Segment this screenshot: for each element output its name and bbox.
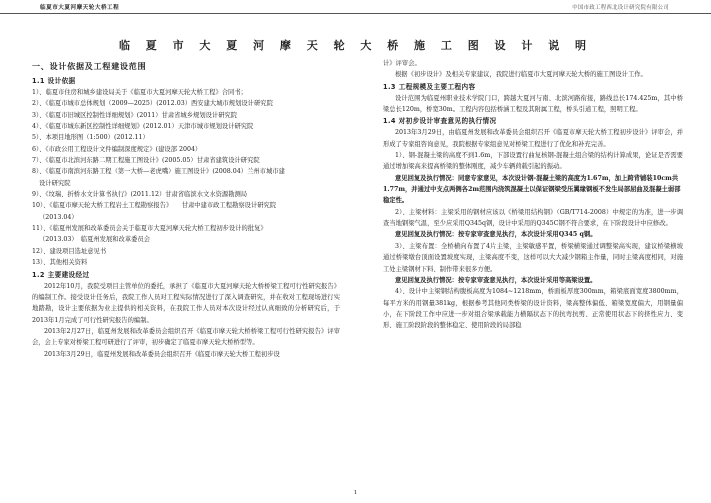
list-item: 7）、《临夏市北滨河东路二期工程施工图设计》(2005.05）甘肃省建筑设计研究院 [32,157,260,165]
list-item: 11）、《临夏州发展和改革委员会关于临夏市大夏河摩天轮大桥工程初步设计的批复》 [32,225,267,233]
running-header [0,0,711,14]
section-heading-1-1: 1.1 设计依据 [32,77,76,85]
list-item: 10）、《临夏市摩天轮大桥工程岩土工程勘察报告》 甘肃中建市政工程勘察设计研究院 [32,202,277,210]
section-heading-1: 一、设计依据及工程建设范围 [32,62,147,71]
list-item: 6）、《市政公用工程设计文件编制深度规定》(建设部 2004） [32,145,202,153]
list-item-continuation: （2013.03） 临夏州发展和改革委员会 [39,236,151,244]
header-project-name: 临夏市大夏河摩天轮大桥工程 [40,5,120,11]
review-comment: 2）、主梁材料：主梁采用的钢材应该以《桥梁用结构钢》（GB/T714-2008）中规定的为准，进一步调查当地钢梁气温，至少应采用Q345q钢，设计中采用的Q345C钢不符合要求，在下阶段设计中应修改。 [383,208,683,228]
section-heading-1-3: 1.3 工程规模及主要工程内容 [383,82,476,91]
paragraph: 设计范围为临夏州职业技术学院门口，跨越大夏河与南、北滨河路衔接，路线总长174.425m，其中桥梁总长120m，桥宽30m。工程内容包括桥涵工程及其附属工程，桥头引道工程，照明工程。 [383,94,683,114]
list-item: 3）、《临夏市旧城区控制性详细规划》(2011）甘肃省城乡规划设计研究院 [32,111,238,119]
page-title: 临 夏 市 大 夏 河 摩 天 轮 大 桥 施 工 图 设 计 说 明 [118,39,593,52]
right-column [383,58,683,332]
paragraph-continuation: 计》评审会。 [383,60,421,67]
page-number: 1 [353,490,358,496]
list-item: 2）、《临夏市城市总体规划（2009—2025）(2012.03）西安建大城市规划设计研究院 [32,100,273,108]
list-item: 8）、《临夏市南滨河东路工程（第一大桥—老虎嘴）施工图设计》(2008.04）兰州市城市建 [32,168,285,176]
paragraph: 根据《初步设计》及相关专家建议，我院进行临夏市大夏河摩天轮大桥的施工图设计工作。 [394,71,647,79]
review-response: 意见回复及执行情况：同意专家意见，本次设计钢-混凝土梁的高度为1.67m，加上跨背铺装10cm共1.77m，并通过中支点两侧各2m范围内浇筑混凝土以保证钢梁受压翼缘钢板不发生局部屈曲及混凝土弱部稳定性。 [383,174,681,205]
section-heading-1-2: 1.2 主要建设经过 [32,270,90,279]
review-response: 意见回复及执行情况：按专家审查意见执行，本次设计采用Q345 q钢。 [394,231,597,239]
review-comment: 4）、设计中主梁钢结构腹板高度为1084~1218mm，桥面板厚度300mm，箱梁底面宽度3800mm，每平方米的用钢量381kg，根据参考其他同类桥梁的设计资料，梁高整体偏低、箱梁宽度偏大，用钢量偏小，在下阶段工作中应进一步对组合梁承载能力横隔状态下的抗弯抗剪、正常使用状态下的挤性应力、变形、施工阶段阶段的整体稳定、使用阶段的局部稳 [383,288,683,330]
paragraph: 2013年3月29日，临夏州发展和改革委员会组织召开《临夏市摩天轮大桥工程初步设 [43,350,280,358]
list-item: 1）、临夏市住房和城乡建设局关于《临夏市大夏河摩天轮大桥工程》合同书； [32,89,247,96]
list-item: 4）、《临夏市城东新区控制性详细规划》(2012.01）天津市城市规划设计研究院 [32,123,254,131]
review-comment: 1）、钢-混凝土梁的高度不到1.6m，下部设置行曲复核钢-混凝土组合梁的结构计算成果，论证是否需要通过增加梁高来提高桥梁的整体刚度，减少车辆荷载引起的振动。 [383,152,683,171]
header-company-name: 中国市政工程西北设计研究院有限公司 [572,5,669,11]
left-column [32,58,340,360]
list-item: 12）、建设项目选址意见书 [32,247,107,255]
list-item: 5）、本项目地形图（1:500）(2012.11） [32,134,149,142]
paragraph: 2013年3月29日，由临夏州发展和改革委员会组织召开《临夏市摩天轮大桥工程初步设计》评审会，并形成了专家组咨询意见，我院根据专家组意见对桥梁工程进行了优化和补充完善。 [383,129,683,148]
list-item: 13）、其他相关资料 [32,259,88,267]
list-item-continuation: 设计研究院 [39,179,71,187]
list-item: 9）、《坟瑞、折桥水文计算书执行》(2011.12）甘肃省临滨水文水资源勘测局 [32,191,248,199]
paragraph: 2012年10月，我院受项目主管单位的委托，承担了《临夏市大夏河摩天轮大桥桥梁工程可行性研究报告》的编制工作。接受设计任务后，我院工作人员对工程实际情况进行了深入调查研究，并在收对工程现场进行实地踏勘，设计主要依据为业主提供的相关资料，在我院工作人员对本次设计经过认真细致的分析研究后，于2013年1月完成了可行性研究报告的编制。 [32,282,340,324]
paragraph: 2013年2月27日，临夏州发展和改革委员会组织召开《临夏市摩天轮大桥桥梁工程可行性研究报告》评审会，会上专家对桥梁工程可研进行了评审，初步确定了临夏市摩天轮大桥桥型等。 [32,327,340,347]
review-comment: 3）、主梁布置：全桥横向布置了4片主梁，主梁敏感平置，桥梁横梁通过调整梁高实现，建议桥梁横坡通过桥梁墩台顶面设置坡度实现，主梁高度不变，这样可以大大减少钢箱主作量，同时主梁高度相同，对施工处主梁钢材下料、制作带来很多方便。 [383,242,683,273]
list-item-continuation: （2013.04） [39,213,78,221]
section-heading-1-4: 1.4 对初步设计审查意见的执行情况 [383,117,497,126]
review-response: 意见回复及执行情况：按专家审查意见执行，本次设计采用等高梁设置。 [394,276,597,284]
